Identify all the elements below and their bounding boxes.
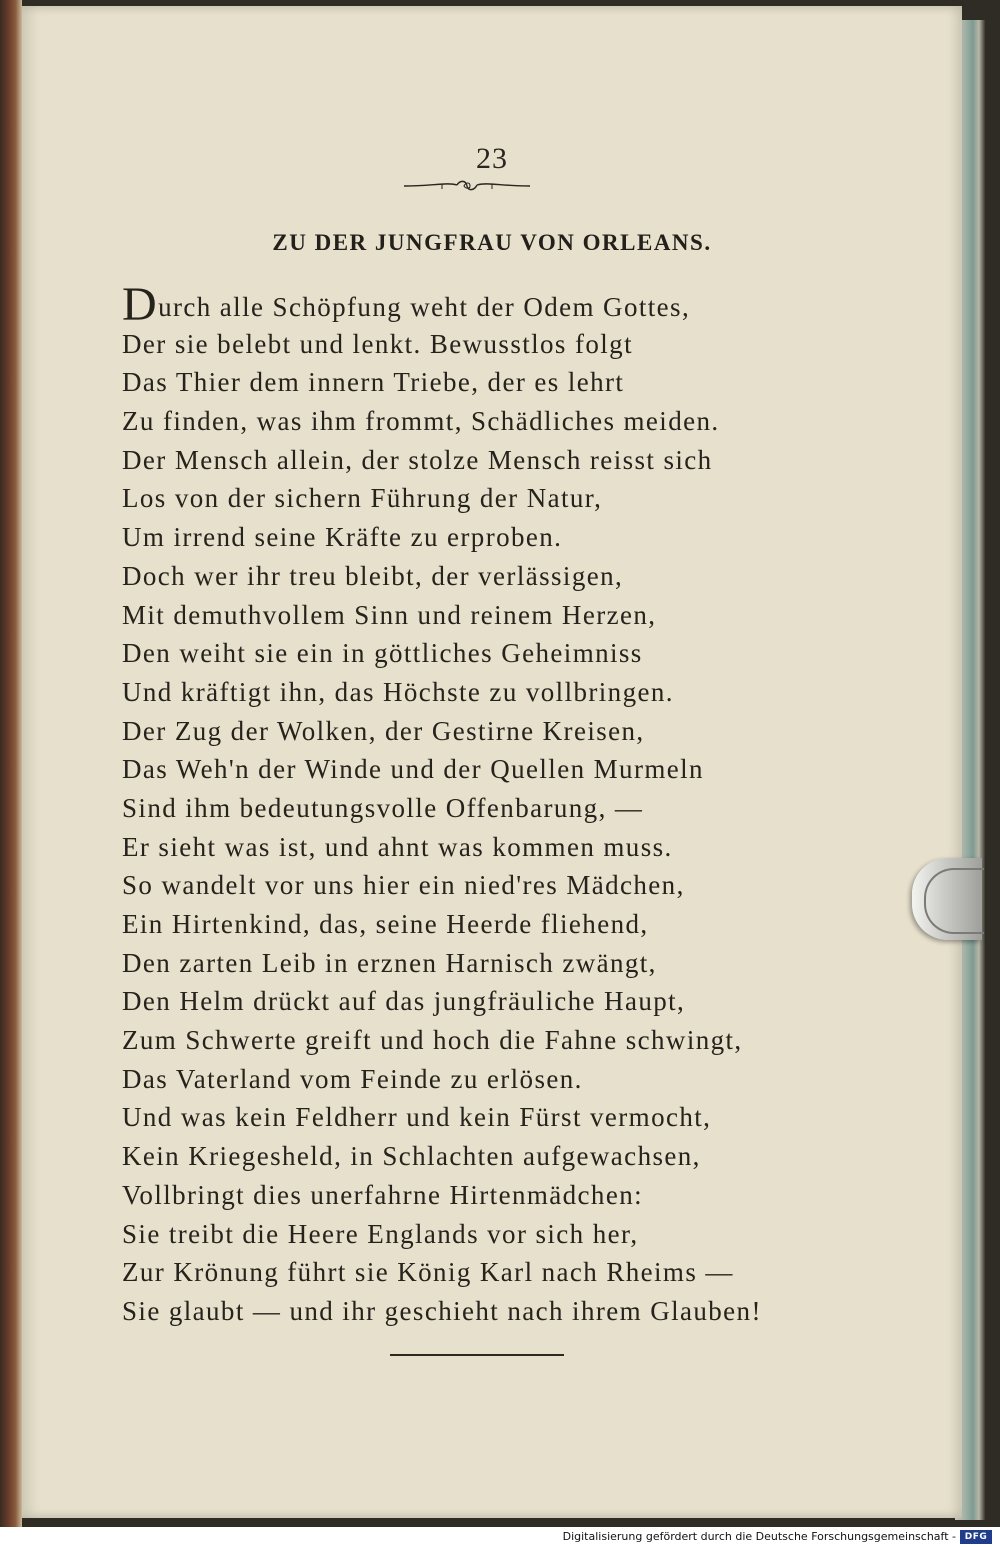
poem-line: Vollbringt dies unerfahrne Hirtenmädchen: [122,1179,644,1210]
poem-line: So wandelt vor uns hier ein nied'res Mädchen, [122,870,685,901]
page-clip [912,858,982,940]
poem-line: Zur Krönung führt sie König Karl nach Rheims — [122,1257,734,1288]
poem-line-first [122,278,942,331]
page-clip-inner [924,868,984,934]
poem-line: Sie glaubt — und ihr geschieht nach ihrem Glauben! [122,1295,762,1326]
poem-line: Zu finden, was ihm frommt, Schädliches meiden. [122,406,720,437]
poem-line: Das Weh'n der Winde und der Quellen Murmeln [122,754,704,785]
poem-line: Sind ihm bedeutungsvolle Offenbarung, — [122,792,644,823]
poem-line: Ein Hirtenkind, das, seine Heerde fliehend, [122,909,649,939]
poem-line: Den zarten Leib in erznen Harnisch zwängt, [122,947,657,978]
poem-line: Der sie belebt und lenkt. Bewusstlos folgt [122,328,633,359]
footer-credit: Digitalisierung gefördert durch die Deutsche Forschungsgemeinschaft - [562,1530,956,1543]
drop-cap: D [122,278,159,331]
poem-line: Kein Kriegesheld, in Schlachten aufgewachsen, [122,1141,701,1172]
dfg-logo-icon: DFG [960,1530,992,1544]
poem-line-text: urch alle Schöpfung weht der Odem Gottes, [158,292,691,322]
poem-line: Das Thier dem innern Triebe, der es lehrt [122,367,625,398]
poem-line: Los von der sichern Führung der Natur, [122,483,603,514]
poem-line: Und was kein Feldherr und kein Fürst vermocht, [122,1102,712,1133]
poem-line: Den Helm drückt auf das jungfräuliche Haupt, [122,986,686,1017]
ornament-flourish-icon [402,176,532,196]
poem-line: Doch wer ihr treu bleibt, der verlässigen, [122,560,624,591]
poem-line: Der Mensch allein, der stolze Mensch reisst sich [122,444,713,475]
poem-line: Mit demuthvollem Sinn und reinem Herzen, [122,599,657,630]
book-page [22,6,962,1518]
poem-body [122,278,942,1331]
poem-line: Das Vaterland vom Feinde zu erlösen. [122,1063,583,1094]
poem-line: Er sieht was ist, und ahnt was kommen muss. [122,831,673,862]
book-binding-edge [0,0,22,1527]
poem-line: Und kräftigt ihn, das Höchste zu vollbringen. [122,676,674,707]
poem-line: Den weiht sie ein in göttliches Geheimniss [122,638,643,669]
end-rule-divider [390,1354,564,1356]
page-number: 23 [476,142,508,175]
poem-line: Zum Schwerte greift und hoch die Fahne schwingt, [122,1025,743,1056]
footer-bar [0,1527,1000,1547]
poem-line: Sie treibt die Heere Englands vor sich her, [122,1218,639,1249]
poem-title: ZU DER JUNGFRAU VON ORLEANS. [272,230,712,255]
poem-line: Um irrend seine Kräfte zu erproben. [122,522,563,553]
poem-line: Der Zug der Wolken, der Gestirne Kreisen, [122,715,645,746]
